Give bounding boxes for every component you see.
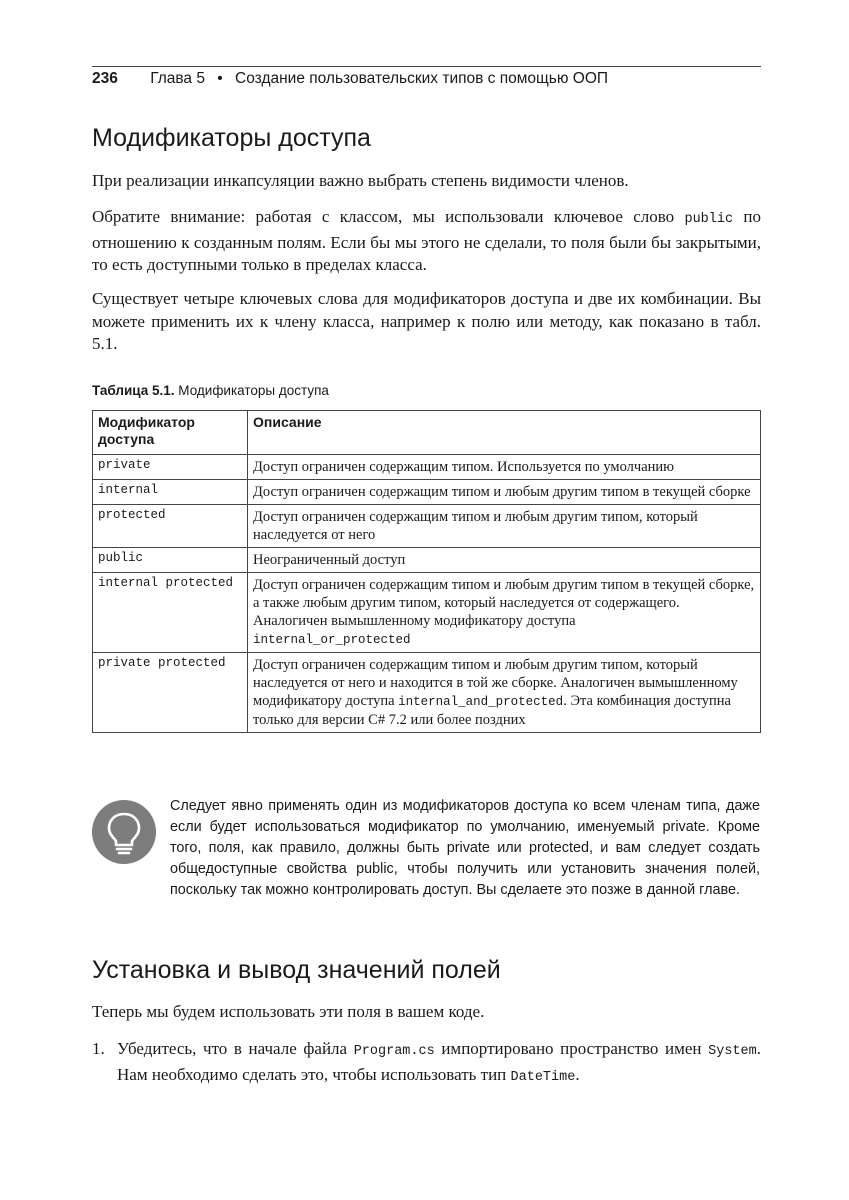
description-cell: Доступ ограничен содержащим типом и любым другим типом в текущей сборке, а также любым другим типом, который наследуется от содержащего. Аналогичен вымышленному модификатору доступа internal_or_protected	[248, 573, 761, 653]
code-internal-and-protected: internal_and_protected	[398, 695, 564, 709]
running-header	[92, 70, 761, 94]
code-internal-or-protected: internal_or_protected	[253, 633, 411, 647]
table-caption: Таблица 5.1. Модификаторы доступа	[92, 383, 329, 398]
access-modifiers-table	[92, 410, 761, 733]
table-row	[93, 480, 761, 505]
code-program-cs: Program.cs	[353, 1044, 435, 1059]
header-rule	[92, 66, 761, 67]
table-row	[93, 455, 761, 480]
chapter-title: Создание пользовательских типов с помощью ООП	[235, 70, 609, 87]
list-item-number: 1.	[92, 1039, 105, 1058]
table-header-row	[93, 411, 761, 455]
paragraph-4: Теперь мы будем использовать эти поля в вашем коде.	[92, 1002, 485, 1021]
column-header-modifier: Модификатор доступа	[93, 411, 248, 455]
table-row	[93, 573, 761, 653]
list-item	[92, 1038, 761, 1089]
description-cell: Доступ ограничен содержащим типом. Используется по умолчанию	[248, 455, 761, 480]
code-system: System	[708, 1044, 757, 1059]
paragraph-2: Обратите внимание: работая с классом, мы использовали ключевое слово public по отношению к созданным полям. Если бы мы этого не сделали, то поля были бы закрытыми, то есть доступными только в пределах класса.	[92, 207, 761, 274]
numbered-list	[92, 1038, 761, 1089]
page-number: 236	[92, 70, 118, 87]
table-row	[93, 505, 761, 548]
lightbulb-icon	[92, 800, 156, 864]
description-cell: Доступ ограничен содержащим типом и любым другим типом, который наследуется от него	[248, 505, 761, 548]
modifier-cell: internal protected	[93, 573, 248, 653]
paragraph-1: При реализации инкапсуляции важно выбрать степень видимости членов.	[92, 171, 629, 190]
modifier-cell: public	[93, 548, 248, 573]
chapter-label: Глава 5	[150, 70, 205, 87]
modifier-cell: private protected	[93, 653, 248, 733]
table-row	[93, 653, 761, 733]
paragraph-3: Существует четыре ключевых слова для модификаторов доступа и две их комбинации. Вы можете применить их к члену класса, например к полю или методу, как показано в табл. 5.1.	[92, 289, 761, 353]
modifier-cell: private	[93, 455, 248, 480]
modifier-cell: protected	[93, 505, 248, 548]
section-title-access-modifiers: Модификаторы доступа	[92, 124, 371, 152]
tip-text: Следует явно применять один из модификаторов доступа ко всем членам типа, даже если будет использоваться модификатор по умолчанию, именуемый private. Кроме того, поля, как правило, должны быть private или protected, и вам следует создать общедоступные свойства public, чтобы получить или установить значения полей, поскольку так можно контролировать доступ. Вы сделаете это позже в данной главе.	[170, 798, 760, 898]
header-bullet: •	[217, 70, 223, 87]
section-title-fields: Установка и вывод значений полей	[92, 956, 501, 984]
modifier-cell: internal	[93, 480, 248, 505]
list-item-text: Убедитесь, что в начале файла Program.cs импортировано пространство имен System. Нам необходимо сделать это, чтобы использовать тип DateTime.	[117, 1039, 761, 1085]
description-cell: Неограниченный доступ	[248, 548, 761, 573]
table-row	[93, 548, 761, 573]
description-cell: Доступ ограничен содержащим типом и любым другим типом, который наследуется от него и находится в той же сборке. Аналогичен вымышленному модификатору доступа internal_and_protected. Эта комбинация доступна только для версии C# 7.2 или более поздних	[248, 653, 761, 733]
description-cell: Доступ ограничен содержащим типом и любым другим типом в текущей сборке	[248, 480, 761, 505]
code-public: public	[684, 212, 734, 227]
code-datetime: DateTime	[510, 1069, 576, 1085]
column-header-description: Описание	[248, 411, 761, 455]
